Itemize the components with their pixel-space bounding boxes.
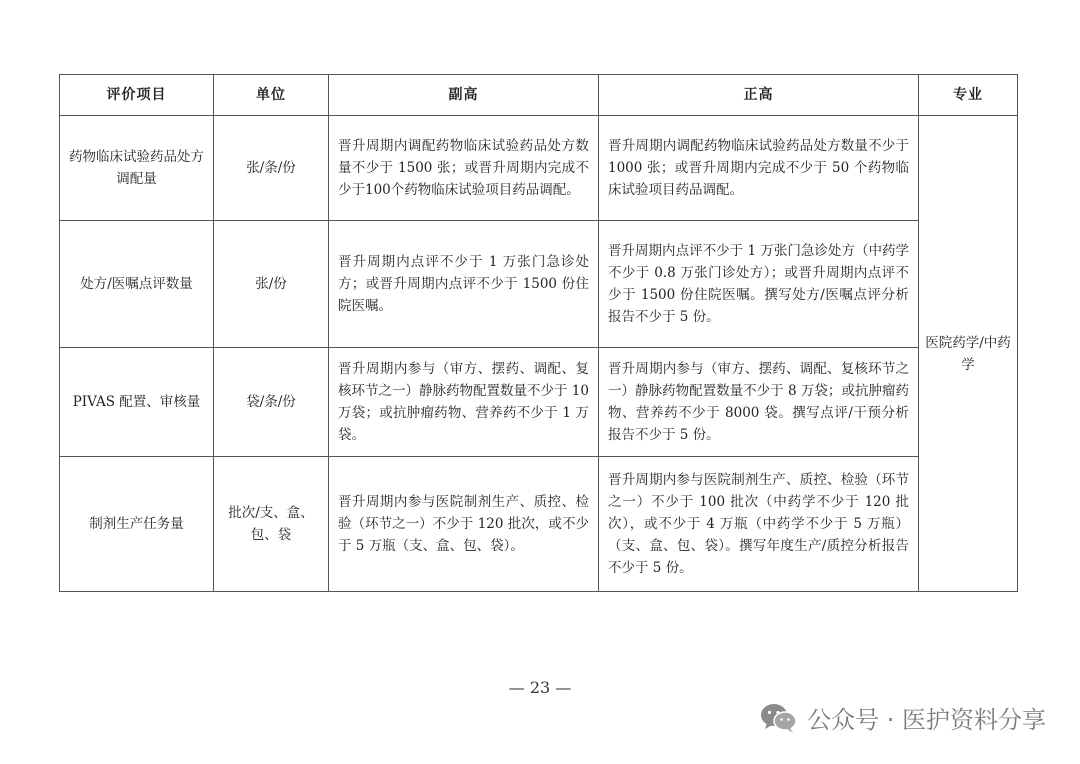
- header-unit: 单位: [214, 75, 329, 116]
- cell-deputy: 晋升周期内参与（审方、摆药、调配、复核环节之一）静脉药物配置数量不少于 10 万袋；或抗肿瘤药物、营养药不少于 1 万袋。: [329, 348, 599, 457]
- cell-senior: 晋升周期内参与（审方、摆药、调配、复核环节之一）静脉药物配置数量不少于 8 万袋；或抗肿瘤药物、营养药不少于 8000 袋。撰写点评/干预分析报告不少于 5 份。: [599, 348, 919, 457]
- evaluation-table: [59, 74, 1018, 592]
- watermark: [759, 700, 1046, 735]
- header-item: 评价项目: [60, 75, 214, 116]
- header-deputy: 副高: [329, 75, 599, 116]
- watermark-text: 公众号 · 医护资料分享: [807, 706, 1046, 734]
- table-row: [60, 348, 1018, 457]
- page-number: — 23 —: [508, 678, 572, 697]
- cell-item: PIVAS 配置、审核量: [60, 348, 214, 457]
- header-major: 专业: [919, 75, 1018, 116]
- cell-senior: 晋升周期内点评不少于 1 万张门急诊处方（中药学不少于 0.8 万张门诊处方）；或晋升周期内点评不少于 1500 份住院医嘱。撰写处方/医嘱点评分析报告不少于 5 份。: [599, 221, 919, 348]
- cell-deputy: 晋升周期内调配药物临床试验药品处方数量不少于 1500 张；或晋升周期内完成不少于100个药物临床试验项目药品调配。: [329, 116, 599, 221]
- header-senior: 正高: [599, 75, 919, 116]
- cell-item: 处方/医嘱点评数量: [60, 221, 214, 348]
- cell-senior: 晋升周期内调配药物临床试验药品处方数量不少于 1000 张；或晋升周期内完成不少于 50 个药物临床试验项目药品调配。: [599, 116, 919, 221]
- cell-deputy: 晋升周期内点评不少于 1 万张门急诊处方；或晋升周期内点评不少于 1500 份住院医嘱。: [329, 221, 599, 348]
- wechat-icon: [759, 701, 799, 735]
- cell-unit: 张/条/份: [214, 116, 329, 221]
- cell-major: 医院药学/中药学: [919, 116, 1018, 592]
- table-header-row: [60, 75, 1018, 116]
- cell-unit: 袋/条/份: [214, 348, 329, 457]
- cell-item: 药物临床试验药品处方调配量: [60, 116, 214, 221]
- cell-item: 制剂生产任务量: [60, 457, 214, 592]
- table-row: [60, 221, 1018, 348]
- cell-deputy: 晋升周期内参与医院制剂生产、质控、检验（环节之一）不少于 120 批次，或不少于 5 万瓶（支、盒、包、袋）。: [329, 457, 599, 592]
- cell-senior: 晋升周期内参与医院制剂生产、质控、检验（环节之一）不少于 100 批次（中药学不少于 120 批次），或不少于 4 万瓶（中药学不少于 5 万瓶）（支、盒、包、袋）。撰写年度生产/质控分析报告不少于 5 份。: [599, 457, 919, 592]
- cell-unit: 批次/支、盒、包、袋: [214, 457, 329, 592]
- table-row: [60, 116, 1018, 221]
- cell-unit: 张/份: [214, 221, 329, 348]
- table-row: [60, 457, 1018, 592]
